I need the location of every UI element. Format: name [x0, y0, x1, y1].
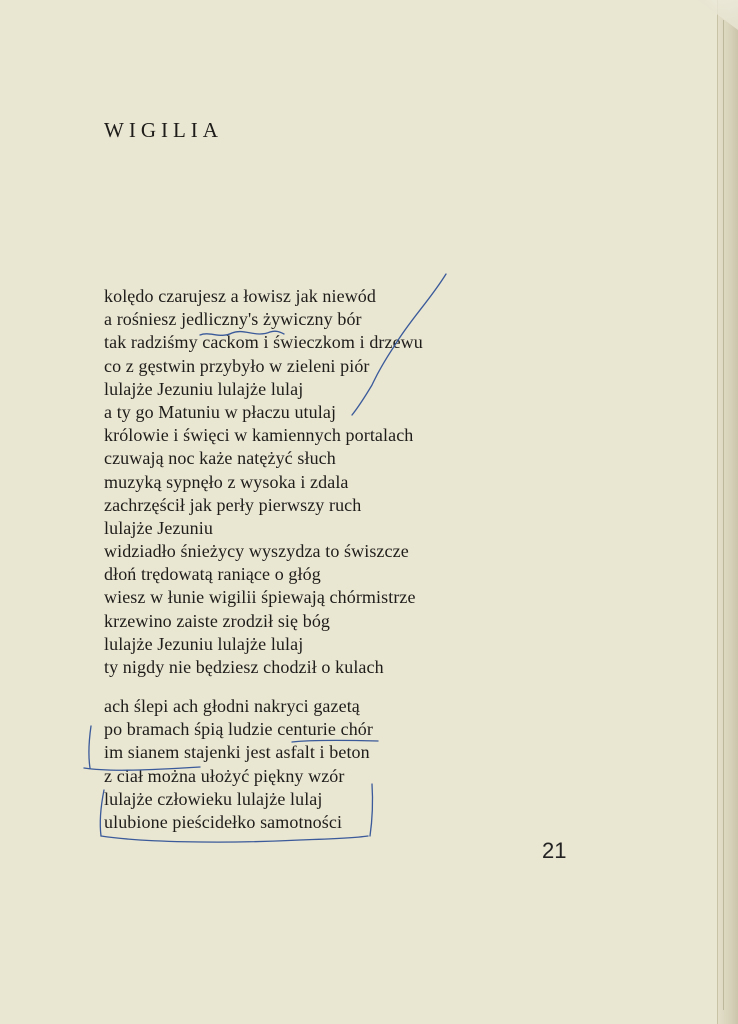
poem-line: co z gęstwin przybyło w zieleni piór [104, 355, 370, 376]
poem-line: lulajże Jezuniu lulajże lulaj [104, 633, 304, 654]
poem-line: lulajże Jezuniu lulajże lulaj [104, 378, 304, 399]
poem-line: zachrzęścił jak perły pierwszy ruch [104, 494, 362, 515]
box-bracket-bottom [101, 836, 368, 842]
page-number: 21 [542, 838, 567, 863]
poem-line: ulubione pieścidełko samotności [104, 811, 343, 832]
poem-line: a rośniesz jedliczny's żywiczny bór [104, 309, 362, 330]
left-bracket [89, 726, 91, 768]
poem-line: tak radziśmy cackom i świeczkom i drzewu [104, 332, 423, 353]
poem-line: widziadło śnieżycy wyszydza to świszcze [104, 541, 409, 562]
poem-title: WIGILIA [104, 118, 223, 142]
poem-line: lulajże Jezuniu [104, 517, 213, 538]
poem-line: krzewino zaiste zrodził się bóg [104, 610, 331, 631]
poem-line: lulajże człowieku lulajże lulaj [104, 788, 323, 809]
poem-line: im sianem stajenki jest asfalt i beton [104, 742, 370, 763]
poem-line: po bramach śpią ludzie centurie chór [104, 719, 373, 740]
poem-line: ach ślepi ach głodni nakryci gazetą [104, 696, 360, 716]
poem-line: muzyką sypnęło z wysoka i zdala [104, 471, 349, 492]
poem-line: dłoń trędowatą raniące o głóg [104, 564, 321, 585]
poem-line: królowie i święci w kamiennych portalach [104, 425, 414, 446]
poem-line: wiesz w łunie wigilii śpiewają chórmistrze [104, 587, 416, 608]
poem-line: a ty go Matuniu w płaczu utulaj [104, 401, 337, 422]
stanza-1 [104, 285, 423, 679]
poem-line: z ciał można ułożyć piękny wzór [104, 765, 345, 786]
page-edge [717, 0, 738, 1024]
stanza-2 [104, 695, 373, 834]
poem-line: czuwają noc każe natężyć słuch [104, 448, 336, 469]
poem-line: ty nigdy nie będziesz chodził o kulach [104, 657, 384, 677]
poem-line: kolędo czarujesz a łowisz jak niewód [104, 286, 377, 306]
page-edge-line [723, 20, 724, 1010]
